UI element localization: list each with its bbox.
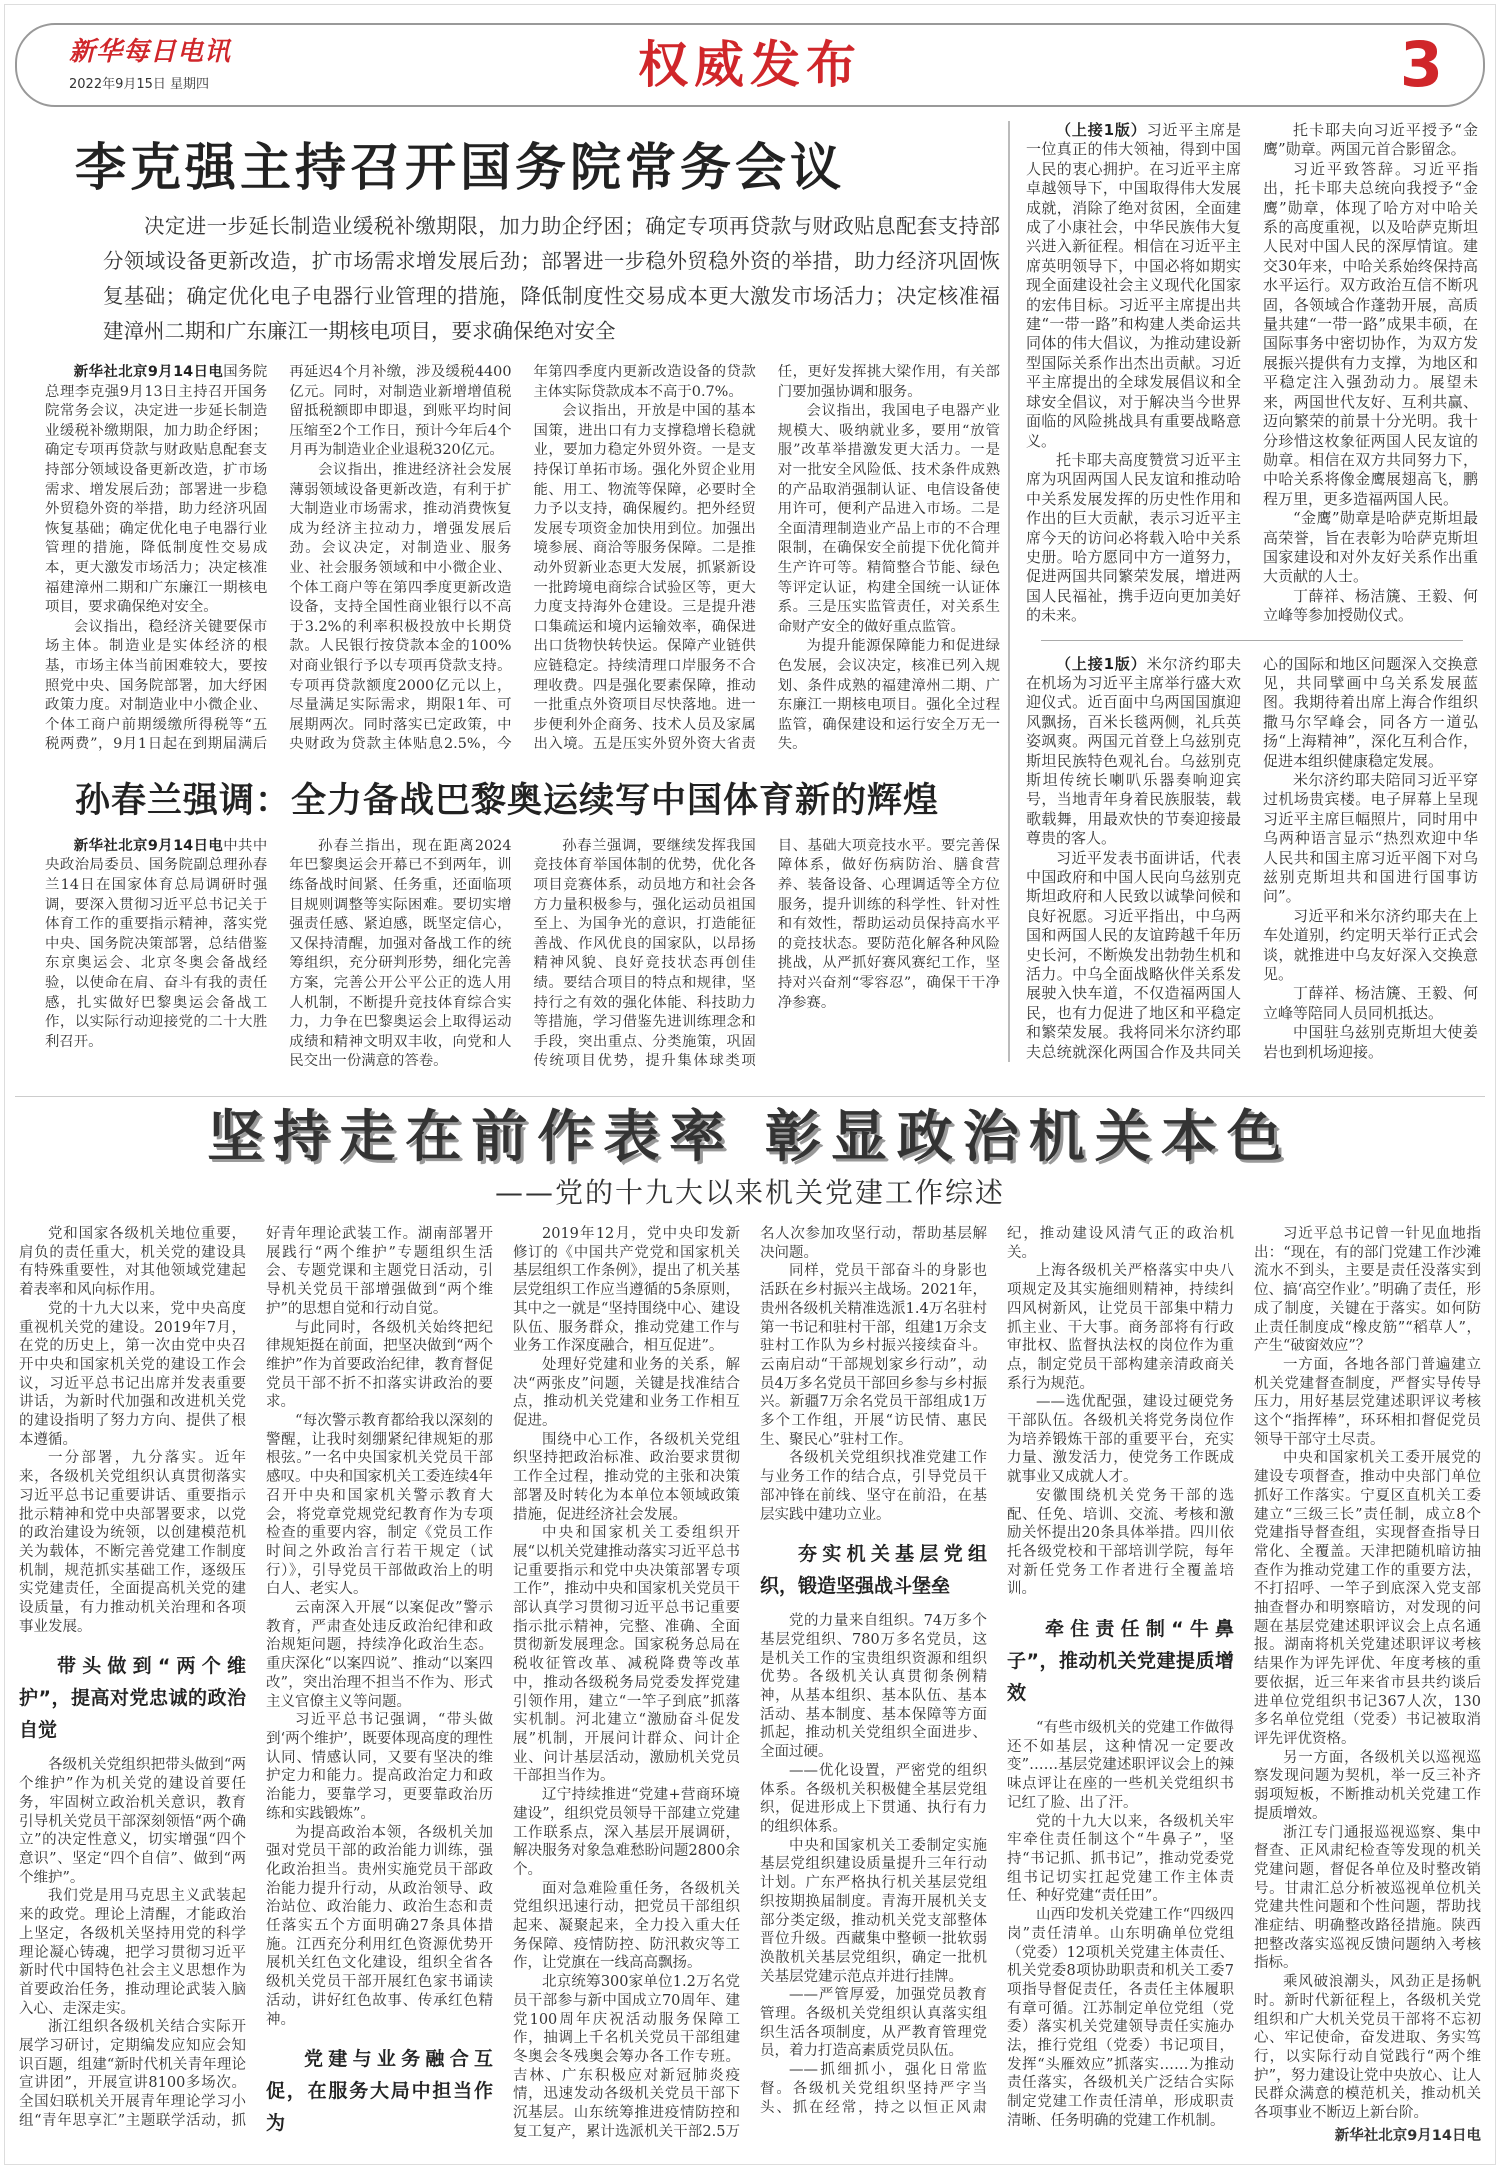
paragraph: 中央和国家机关工委开展党的建设专项督查，推动中央部门单位抓好工作落实。宁夏区直机关工委建立“三级三长”责任制，成立8个党建指导督查组，实现督查指导日常化、全覆盖。天津把随机暗访抽查作为推动党建工作的重要方法，不打招呼、一竿子到底深入党支部抽查督办和明察暗访，对发现的问题在基层党建述职评议会上点名通报。湖南将机关党建述职评议考核结果作为评先评优、年度考核的重要依据，近三年来省市县共约谈后进单位党组织书记367人次，130多名单位党组（党委）书记被取消评先评优资格。: [1254, 1450, 1481, 1747]
paragraph: 山西印发机关党建工作“四级四岗”责任清单。山东明确单位党组（党委）12项机关党建主体责任、机关党委8项协助职责和机关工委7项指导督促责任，各责任主体履职有章可循。江苏制定单位党组（党委）落实机关党建领导责任实施办法，推行党组（党委）书记项目，发挥“头雁效应”抓落实……为推动责任落实，各级机关广泛结合实际制定党建工作责任清单，形成职责清晰、任务明确的党建工作机制。: [1007, 1907, 1234, 2129]
paragraph-text: 会议指出，稳经济关键要保市场主体。制造业是实体经济的根基，市场主体当前困难较大，要按照党中央、国务院部署，加大纾困政策力度。对制造业中小微企业、个体工商户前期缓缴所得税等“五税两费”，9月1日起在到期届满后再延迟4个月补缴，涉及缓税4400亿元。同时，对制造业新增增值税留抵税额即申即退，到账平均时间压缩至2个工作日，预计今年后4个月再为制造业企业退税320亿元。: [45, 364, 512, 753]
continued-article-kazakhstan: [1026, 121, 1478, 626]
paragraph: “每次警示教育都给我以深刻的警醒，让我时刻绷紧纪律规矩的那根弦。”一名中央国家机关党员干部感叹。中央和国家机关工委连续4年召开中央和国家机关警示教育大会，将党章党规党纪教育作为专项检查的重要内容，制定《党员工作时间之外政治言行若干规定（试行）》，引导党员干部做政治上的明白人、老实人。: [266, 1413, 493, 1598]
divider: [15, 1096, 1485, 1097]
paragraph: ——抓细抓小，强化日常监督。各级机关党组织坚持严字当头、抓在经常，持之以恒正风肃纪，推动建设风清气正的政治机关。: [760, 1226, 1234, 2116]
paragraph: 面对急难险重任务，各级机关党组织迅速行动，把党员干部组织起来、凝聚起来，全力投入重大任务保障、疫情防控、防汛救灾等工作，让党旗在一线高高飘扬。: [513, 1880, 740, 1972]
paragraph-text: 孙春兰指出，现在距离2024年巴黎奥运会开幕已不到两年，训练备战时间紧、任务重，还面临项目规则调整等实际困难。要切实增强责任感、紧迫感，既坚定信心，又保持清醒，加强对备战工作的统筹组织，充分研判形势，细化完善方案，完善公开公平公正的选人用人机制，不断提升竞技体育综合实力，力争在巴黎奥运会上取得运动成绩和精神文明双丰收，向党和人民交出一份满意的答卷。: [289, 837, 512, 1070]
paragraph-text: 孙春兰强调，要继续发挥我国竞技体育举国体制的优势，优化各项目竞赛体系，动员地方和社会各方力量积极参与，强化运动员祖国至上、为国争光的意识，打造能征善战、作风优良的国家队，以昂扬精神风貌、良好竞技状态再创佳绩。要结合项目的特点和规律，坚持行之有效的强化体能、科技助力等措施，学习借鉴先进训练理念和手段，突出重点、分类施策，巩固传统项目优势，提升集体球类项目、基础大项竞技水平。要完善保障体系，做好伤病防治、膳食营养、装备设备、心理调适等全方位服务，提升训练的科学性、针对性和有效性，帮助运动员保持高水平的竞技状态。要防范化解各种风险挑战，从严抓好赛风赛纪工作，坚持对兴奋剂“零容忍”，确保干干净净参赛。: [533, 837, 1000, 1070]
paragraph: [1263, 509, 1478, 587]
issue-date: 2022年9月15日 星期四: [69, 77, 210, 92]
paragraph-text: 会议指出，我国电子电器产业规模大、吸纳就业多，要用“放管服”改革举措激发更大活力。一是对一批安全风险低、技术条件成熟的产品取消强制认证、电信设备使用许可，便利产品进入市场。二是全面清理制造业产品上市的不合理限制，在确保安全前提下优化简并生产许可等。精简整合节能、绿色等评定认证，构建全国统一认证体系。三是压实监管责任，对关系生命财产安全的做好重点监管。: [777, 403, 1000, 635]
paragraph: [1026, 451, 1241, 626]
article1-headline: 李克强主持召开国务院常务会议: [75, 138, 846, 198]
paragraph: 浙江组织各级机关结合实际开展学习研讨，定期编发应知应会知识百题，组建“新时代机关青年理论宣讲团”，开展宣讲8100多场次。全国妇联机关开展青年理论学习小组“青年思享汇”主题联学活动，抓好青年理论武装工作。湖南部署开展践行“两个维护”专题组织生活会、专题党课和主题党日活动，引导机关党员干部增强做到“两个维护”的思想自觉和行动自觉。: [19, 1226, 493, 2129]
dateline: （上接1版）: [1056, 654, 1147, 673]
article3-headline: 坚持走在前作表率 彰显政治机关本色: [207, 1104, 1293, 1170]
paragraph: [1263, 121, 1478, 160]
paragraph: [1263, 587, 1478, 626]
paragraph: [1263, 160, 1478, 509]
paragraph: 党的十九大以来，各级机关牢牢牵住责任制这个“牛鼻子”，坚持“书记抓、抓书记”，推动党委党组书记切实扛起党建工作主体责任、种好党建“责任田”。: [1007, 1813, 1234, 1905]
paragraph: [778, 402, 1000, 637]
article3-subtitle: ——党的十九大以来机关党建工作综述: [494, 1176, 1005, 1209]
paragraph-text: 为提升能源保障能力和促进绿色发展，会议决定，核准已列入规划、条件成熟的福建漳州二期、广东廉江一期核电项目。强化全过程监管，确保建设和运行安全万无一失。: [777, 638, 1000, 753]
paragraph: [45, 837, 267, 1053]
paragraph: 党和国家各级机关地位重要，肩负的责任重大，机关党的建设具有特殊重要性，对其他领域党建起着表率和风向标作用。: [19, 1226, 246, 1299]
section-subheading: 带头做到“两个维护”，提高对党忠诚的政治自觉: [19, 1655, 246, 1742]
section-title: 权威发布: [638, 36, 862, 94]
paragraph-text: 会议指出，开放是中国的基本国策，进出口有力支撑稳增长稳就业，要加力稳定外贸外资。一是支持保订单拓市场。强化外贸企业用能、用工、物流等保障，必要时全力予以支持，确保履约。把外经贸发展专项资金加快用到位。加强出境参展、商洽等服务保障。二是推动外贸新业态更大发展，抓紧新设一批跨境电商综合试验区等，更大力度支持海外仓建设。三是提升港口集疏运和境内运输效率，确保进出口货物快转快运。保障产业链供应链稳定。持续清理口岸服务不合理收费。四是强化要素保障，推动一批重点外资项目尽快落地。进一步便利外企商务、技术人员及家属出入境。五是压实外贸外资大省责任，更好发挥挑大梁作用，有关部门要加强协调和服务。: [533, 364, 1000, 753]
paragraph: “有些市级机关的党建工作做得还不如基层，这种情况一定要改变”……基层党建述职评议会上的辣味点评让在座的一些机关党组织书记红了脸、出了汗。: [1007, 1720, 1234, 1811]
divider: [1041, 640, 1463, 641]
page-number: 3: [1399, 28, 1443, 101]
paragraph: [1263, 907, 1478, 985]
paragraph-text: 托卡耶夫高度赞赏习近平主席为巩固两国人民友谊和推动哈中关系发展发挥的历史性作用和作出的巨大贡献，表示习近平主席今天的访问必将载入哈中关系史册。哈方愿同中方一道努力，促进两国共同繁荣发展，增进两国人民福祉，携手迈向更加美好的未来。: [1026, 450, 1241, 625]
paragraph: 中央和国家机关工委制定实施基层党组织建设质量提升三年行动计划。广东严格执行机关基层党组织按期换届制度。青海开展机关支部分类定级，推动机关党支部整体晋位升级。西藏集中整顿一批软弱涣散机关基层党组织，确定一批机关基层党建示范点并进行挂牌。: [760, 1837, 987, 1985]
dateline: 新华社北京9月14日电: [73, 837, 224, 854]
paragraph: ——优化设置，严密党的组织体系。各级机关积极健全基层党组织，促进形成上下贯通、执行有力的组织体系。: [760, 1762, 987, 1835]
section-subheading: 党建与业务融合互促，在服务大局中担当作为: [266, 2048, 493, 2135]
paragraph: 中央和国家机关工委组织开展“以机关党建推动落实习近平总书记重要指示和党中央决策部署专项工作”，推动中央和国家机关党员干部认真学习贯彻习近平总书记重要指示批示精神，完整、准确、全面贯彻新发展理念。国家税务总局在税收征管改革、减税降费等改革中，推动各级税务局党委发挥党建引领作用，建立“一竿子到底”抓落实机制。河北建立“激励奋斗促发展”机制，开展问计群众、问计企业、问计基层活动，激励机关党员干部担当作为。: [513, 1525, 740, 1785]
paragraph: 另一方面，各级机关以巡视巡察发现问题为契机，举一反三补齐弱项短板，不断推动机关党建工作提质增效。: [1254, 1749, 1481, 1822]
section-subheading: 牵住责任制“牛鼻子”，推动机关党建提质增效: [1007, 1618, 1234, 1705]
paragraph: 2019年12月，党中央印发新修订的《中国共产党党和国家机关基层组织工作条例》，提出了机关基层党组织工作应当遵循的5条原则，其中之一就是“坚持围绕中心、建设队伍、服务群众，推动党建工作与业务工作深度融合，相互促进”。: [513, 1226, 740, 1355]
paragraph: 辽宁持续推进“党建+营商环境建设”，组织党员领导干部建立党建工作联系点，深入基层开展调研，解决服务对象急难愁盼问题2800余个。: [513, 1787, 740, 1878]
paragraph: 各级机关党组织找准党建工作与业务工作的结合点，引导党员干部冲锋在前线、坚守在前沿，在基层实践中建功立业。: [760, 1450, 987, 1523]
paragraph: 为提高政治本领，各级机关加强对党员干部的政治能力训练，强化政治担当。贵州实施党员干部政治能力提升行动，从政治领导、政治站位、政治能力、政治生态和责任落实五个方面明确27条具体措施。江西充分利用红色资源优势开展机关红色文化建设，组织全省各级机关党员干部开展红色家书诵读活动，讲好红色故事、传承红色精神。: [266, 1824, 493, 2028]
paragraph: 处理好党建和业务的关系，解决“两张皮”问题，关键是找准结合点，推动机关党建和业务工作相互促进。: [513, 1356, 740, 1430]
paragraph-text: 中共中央政治局委员、国务院副总理孙春兰14日在国家体育总局调研时强调，要深入贯彻习近平总书记关于体育工作的重要指示精神，落实党中央、国务院决策部署，总结借鉴东京奥运会、北京冬奥会备战经验，以使命在肩、奋斗有我的责任感，扎实做好巴黎奥运会备战工作，以实际行动迎接党的二十大胜利召开。: [45, 837, 268, 1050]
paragraph: ——选优配强，建设过硬党务干部队伍。各级机关将党务岗位作为培养锻炼干部的重要平台，充实力量、激发活力，使党务工作既成就事业又成就人才。: [1007, 1394, 1234, 1486]
paragraph-text: 米尔济约耶夫陪同习近平穿过机场贵宾楼。电子屏幕上呈现习近平主席巨幅照片，同时用中乌两种语言显示“热烈欢迎中华人民共和国主席习近平阁下对乌兹别克斯坦共和国进行国事访问”。: [1263, 771, 1478, 906]
article2-headline: 孙春兰强调：全力备战巴黎奥运续写中国体育新的辉煌: [75, 779, 940, 821]
paragraph: 安徽围绕机关党务干部的选配、任免、培训、交流、考核和激励关怀提出20条具体举措。四川依托各级党校和干部培训学院，每年对新任党务工作者进行全覆盖培训。: [1007, 1487, 1234, 1598]
paragraph-text: 习近平和米尔济约耶夫在上车处道别，约定明天举行正式会谈，就推进中乌友好深入交换意见。: [1263, 906, 1478, 984]
section-subheading: 夯实机关基层党组织，锻造坚强战斗堡垒: [760, 1543, 987, 1598]
masthead: [15, 23, 1485, 107]
article2-body: [45, 837, 1000, 1072]
paragraph: 一方面，各地各部门普遍建立机关党建督查制度，严督实导传导压力，用好基层党建述职评议考核这个“指挥棒”，环环相扣督促党员领导干部守土尽责。: [1254, 1356, 1481, 1448]
paragraph: 各级机关党组织把带头做到“两个维护”作为机关党的建设首要任务，牢固树立政治机关意识，教育引导机关党员干部深刻领悟“两个确立”的决定性意义，切实增强“四个意识”、坚定“四个自信”、做到“两个维护”。: [19, 1757, 246, 1886]
paragraph: [45, 363, 267, 618]
paragraph: [1263, 984, 1478, 1023]
paragraph: 上海各级机关严格落实中央八项规定及其实施细则精神，持续纠四风树新风，让党员干部集中精力抓主业、干大事。商务部将有行政审批权、监督执法权的岗位作为重点，制定党员干部构建亲清政商关系行为规范。: [1007, 1263, 1234, 1392]
dateline: （上接1版）: [1056, 121, 1147, 139]
paragraph: 与此同时，各级机关始终把纪律规矩挺在前面，把坚决做到“两个维护”作为首要政治纪律，教育督促党员干部不折不扣落实讲政治的要求。: [266, 1319, 493, 1411]
continued-article-uzbekistan: [1026, 655, 1478, 1063]
article3-body: [15, 1225, 1485, 2145]
paragraph-text: “金鹰”勋章是哈萨克斯坦最高荣誉，旨在表彰为哈萨克斯坦国家建设和对外友好关系作出重大贡献的人士。: [1263, 509, 1478, 586]
paragraph: 习近平总书记曾一针见血地指出：“现在，有的部门党建工作沙滩流水不到头，主要是责任没落实到位、搞‘高空作业’。”明确了责任，形成了制度，关键在于落实。如何防止责任制度成“橡皮筋”“稻草人”，产生“破窗效应”？: [1254, 1226, 1481, 1355]
paragraph: 党的十九大以来，党中央高度重视机关党的建设。2019年7月，在党的历史上，第一次由党中央召开中央和国家机关党的建设工作会议，习近平总书记出席并发表重要讲话，为新时代加强和改进机关党的建设指明了努力方向、提供了根本遵循。: [19, 1300, 246, 1448]
paragraph: [534, 837, 1001, 1072]
paragraph: 同样，党员干部奋斗的身影也活跃在乡村振兴主战场。2021年，贵州各级机关精准选派1.4万名驻村第一书记和驻村干部，组建1万余支驻村工作队为乡村振兴接续奋斗。云南启动“干部规划家乡行动”，动员4万多名党员干部回乡参与乡村振兴。新疆7万余名党员干部组成1万多个工作组，开展“访民情、惠民生、聚民心”驻村工作。: [760, 1263, 987, 1448]
paragraph: [289, 837, 511, 1072]
paragraph-text: 托卡耶夫向习近平授予“金鹰”勋章。两国元首合影留念。: [1263, 121, 1478, 159]
right-column: [1008, 121, 1478, 1062]
paragraph-text: 习近平主席是一位真正的伟大领袖，得到中国人民的衷心拥护。在习近平主席卓越领导下，中国取得伟大发展成就，消除了绝对贫困，全面建成了小康社会，中华民族伟大复兴进入新征程。相信在习近平主席英明领导下，中国必将如期实现全面建设社会主义现代化国家的宏伟目标。习近平主席提出共建“一带一路”和构建人类命运共同体的伟大倡议，为推动建设新型国际关系作出杰出贡献。习近平主席提出的全球发展倡议和全球安全倡议，对于解决当今世界面临的风险挑战具有重要战略意义。: [1026, 121, 1241, 450]
paragraph-text: 丁薛祥、杨洁篪、王毅、何立峰等参加授勋仪式。: [1263, 586, 1478, 625]
paragraph: [1263, 1023, 1478, 1062]
paragraph: 北京统筹300家单位1.2万名党员干部参与新中国成立70周年、建党100周年庆祝活动服务保障工作，抽调上千名机关党员干部组建冬奥会冬残奥会筹办各工作专班。吉林、广东积极应对新冠肺炎疫情，迅速发动各级机关党员干部下沉基层。山东统筹推进疫情防控和复工复产，累计选派机关干部2.5万名人次参加攻坚行动，帮助基层解决问题。: [513, 1226, 987, 2140]
article1-deck: 决定进一步延长制造业缓税补缴期限，加力助企纾困；确定专项再贷款与财政贴息配套支持部分领域设备更新改造，扩市场需求增发展后劲；部署进一步稳外贸稳外资的举措，助力经济巩固恢复基础；确定优化电子电器行业管理的措施，降低制度性交易成本更大激发市场活力；决定核准福建漳州二期和广东廉江一期核电项目，要求确保绝对安全: [103, 214, 1000, 343]
paragraph: 围绕中心工作，各级机关党组织坚持把政治标准、政治要求贯彻工作全过程，推动党的主张和决策部署及时转化为本单位本领域政策措施，促进经济社会发展。: [513, 1431, 740, 1523]
paragraph: 习近平总书记强调，“带头做到‘两个维护’，既要体现高度的理性认同、情感认同，又要有坚决的维护定力和能力。提高政治定力和政治能力，要靠学习，更要靠政治历练和实践锻炼”。: [266, 1712, 493, 1822]
paragraph: [1026, 655, 1241, 849]
paragraph-text: 习近平致答辞。习近平指出，托卡耶夫总统向我授予“金鹰”勋章，体现了哈方对中哈关系的高度重视，以及哈萨克斯坦人民对中国人民的深厚情谊。建交30年来，中哈关系始终保持高水平运行。双方政治互信不断巩固，各领域合作蓬勃开展，高质量共建“一带一路”成果丰硕，在国际事务中密切协作，为双方发展振兴提供有力支撑，为地区和平稳定注入强劲动力。展望未来，两国世代友好、互利共赢、迈向繁荣的前景十分光明。我十分珍惜这枚象征两国人民友谊的勋章。相信在双方共同努力下，中哈关系将像金鹰展翅高飞，鹏程万里，更多造福两国人民。: [1263, 159, 1478, 508]
paragraph: ——严管厚爱，加强党员教育管理。各级机关党组织认真落实组织生活各项制度，从严教育管理党员，着力打造高素质党员队伍。: [760, 1987, 987, 2060]
paragraph: [778, 637, 1000, 755]
newspaper-logo: 新华每日电讯: [69, 37, 232, 67]
paragraph: 一分部署，九分落实。近年来，各级机关党组织认真贯彻落实习近平总书记重要讲话、重要指示批示精神和党中央部署要求，以党的政治建设为统领，以创建模范机关为载体，不断完善党建工作制度机制，规范抓实基础工作，逐级压实党建责任，全面提高机关党的建设质量，有力推动机关治理和各项事业发展。: [19, 1450, 246, 1635]
byline: 新华社北京9月14日电: [1334, 2127, 1481, 2144]
paragraph-text: 国务院总理李克强9月13日主持召开国务院常务会议，决定进一步延长制造业缓税补缴期限，加力助企纾困；确定专项再贷款与财政贴息配套支持部分领域设备更新改造，扩市场需求、增发展后劲；部署进一步稳外贸稳外资的举措，助力经济巩固恢复基础；确定优化电子电器行业管理的措施，降低制度性交易成本，更大激发市场活力；决定核准福建漳州二期和广东廉江一期核电项目，要求确保绝对安全。: [45, 364, 268, 616]
paragraph-text: 习近平发表书面讲话，代表中国政府和中国人民向乌兹别克斯坦政府和人民致以诚挚问候和良好祝愿。习近平指出，中乌两国和两国人民的友谊跨越千年历史长河，不断焕发出勃勃生机和活力。中乌全面战略伙伴关系发展驶入快车道，不仅造福两国人民，也有力促进了地区和平稳定和繁荣发展。我将同米尔济约耶夫总统就深化两国合作及共同关心的国际和地区问题深入交换意见，共同擘画中乌关系发展蓝图。我期待着出席上海合作组织撒马尔罕峰会，同各方一道弘扬“上海精神”，深化互利合作，促进本组织健康稳定发展。: [1026, 654, 1478, 1061]
paragraph: 党的力量来自组织。74万多个基层党组织、780万多名党员，这是机关工作的宝贵组织资源和组织优势。各级机关认真贯彻条例精神，从基本组织、基本队伍、基本活动、基本制度、基本保障等方面抓起，推动机关党组织全面进步、全面过硬。: [760, 1613, 987, 1761]
paragraph: 我们党是用马克思主义武装起来的政党。理论上清醒，才能政治上坚定，各级机关坚持用党的科学理论凝心铸魂，把学习贯彻习近平新时代中国特色社会主义思想作为首要政治任务，推动理论武装入脑入心、走深走实。: [19, 1888, 246, 2017]
paragraph: [1263, 771, 1478, 907]
page-frame: [4, 4, 1496, 2165]
paragraph-text: 米尔济约耶夫在机场为习近平主席举行盛大欢迎仪式。近百面中乌两国国旗迎风飘扬，百米长毯两侧，礼兵英姿飒爽。两国元首登上乌兹别克斯坦民族特色观礼台。乌兹别克斯坦传统长喇叭乐器奏响迎宾号，当地青年身着民族服装，载歌载舞，用最欢快的节奏迎接最尊贵的客人。: [1026, 654, 1241, 848]
article1-body: [45, 363, 1000, 755]
left-articles: [15, 121, 1000, 1072]
paragraph-text: 中国驻乌兹别克斯坦大使姜岩也到机场迎接。: [1263, 1023, 1478, 1061]
paragraph: 乘风破浪潮头，风劲正是扬帆时。新时代新征程上，各级机关党组织和广大机关党员干部将不忘初心、牢记使命，奋发进取、务实笃行，以实际行动自觉践行“两个维护”，努力建设让党中央放心、让人民群众满意的模范机关，推动机关各项事业不断迈上新台阶。: [1254, 1974, 1481, 2122]
top-section: [15, 121, 1485, 1072]
paragraph-text: 丁薛祥、杨洁篪、王毅、何立峰等陪同人员同机抵达。: [1263, 984, 1478, 1022]
paragraph: 浙江专门通报巡视巡察、集中督查、正风肃纪检查等发现的机关党建问题，督促各单位及时整改销号。甘肃汇总分析被巡视单位机关党建共性问题和个性问题，帮助找准症结、明确整改路径措施。陕西把整改落实巡视反馈问题纳入考核指标。: [1254, 1824, 1481, 1972]
paragraph: [1026, 121, 1241, 451]
paragraph-text: 会议指出，推进经济社会发展薄弱领域设备更新改造，有利于扩大制造业市场需求，推动消费恢复成为经济主拉动力，增强发展后劲。会议决定，对制造业、服务业、社会服务领域和中小微企业、个体工商户等在第四季度更新改造设备，支持全国性商业银行以不高于3.2%的利率积极投放中长期贷款。人民银行按贷款本金的100%对商业银行予以专项再贷款支持。专项再贷款额度2000亿元以上，尽量满足实际需求，期限1年、可展期两次。同时落实已定政策，中央财政为贷款主体贴息2.5%，今年第四季度内更新改造设备的贷款主体实际贷款成本不高于0.7%。: [289, 364, 756, 753]
dateline: 新华社北京9月14日电: [73, 364, 224, 380]
paragraph: 云南深入开展“以案促改”警示教育，严肃查处违反政治纪律和政治规矩问题，持续净化政治生态。重庆深化“以案四说”、推动“以案四改”，突出治理不担当不作为、形式主义官僚主义等问题。: [266, 1600, 493, 1710]
